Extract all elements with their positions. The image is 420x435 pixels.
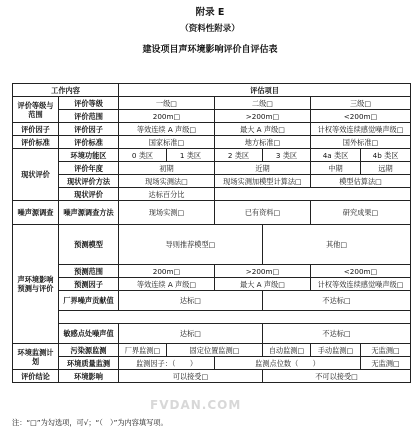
row-label-model: 预测模型 — [59, 225, 119, 265]
zone-option-2[interactable]: 2 类区 — [215, 149, 263, 162]
row-label-status-eval: 现状评价 — [59, 188, 119, 201]
row-label-impact: 环境影响 — [59, 370, 119, 383]
impact-option-1[interactable]: 可以接受□ — [119, 370, 263, 383]
table-row — [13, 175, 411, 188]
row-label-pollution: 污染源监测 — [59, 344, 119, 357]
model-option-2[interactable]: 其他□ — [263, 225, 411, 265]
pred-range-option-2[interactable]: >200m□ — [215, 265, 311, 278]
standard-option-2[interactable]: 地方标准□ — [215, 136, 311, 149]
source-option-1[interactable]: 现场实测□ — [119, 201, 215, 225]
zone-option-3[interactable]: 3 类区 — [263, 149, 311, 162]
pollution-option-3[interactable]: 自动监测□ — [263, 344, 311, 357]
section-prediction: 声环境影响预测与评价 — [13, 225, 59, 344]
table-row — [13, 123, 411, 136]
column-header-work: 工作内容 — [13, 84, 119, 97]
footnote: 注：“□”为勾选项，可√；“（ ）”为内容填写项。 — [12, 418, 168, 427]
pollution-option-1[interactable]: 厂界监测□ — [119, 344, 167, 357]
status-eval-value: 达标百分比 — [119, 188, 215, 201]
factor-option-2[interactable]: 最大 A 声级□ — [215, 123, 311, 136]
range-option-1[interactable]: 200m□ — [119, 110, 215, 123]
section-conclusion: 评价结论 — [13, 370, 59, 383]
row-label-quality: 环境质量监测 — [59, 357, 119, 370]
pred-factor-option-1[interactable]: 等效连续 A 声级□ — [119, 278, 215, 291]
table-row — [13, 324, 411, 344]
pollution-option-4[interactable]: 手动监测□ — [311, 344, 361, 357]
quality-points-field[interactable]: 监测点位数（ ） — [215, 357, 361, 370]
section-standard: 评价标准 — [13, 136, 59, 149]
pollution-option-5[interactable]: 无监测□ — [361, 344, 411, 357]
boundary-option-1[interactable]: 达标□ — [119, 291, 263, 311]
source-option-3[interactable]: 研究成果□ — [311, 201, 411, 225]
table-row — [13, 188, 411, 201]
appendix-label: 附录 E — [195, 7, 225, 18]
table-row — [13, 110, 411, 123]
row-label-function-zone: 环境功能区 — [59, 149, 119, 162]
section-factor: 评价因子 — [13, 123, 59, 136]
section-status: 现状评价 — [13, 149, 59, 201]
zone-option-1[interactable]: 1 类区 — [167, 149, 215, 162]
factor-option-3[interactable]: 计权等效连续感觉噪声级□ — [311, 123, 411, 136]
section-source: 噪声源调查 — [13, 201, 59, 225]
table-row — [13, 97, 411, 110]
year-option-far[interactable]: 远期 — [361, 162, 411, 175]
table-row — [13, 291, 411, 311]
pred-range-option-1[interactable]: 200m□ — [119, 265, 215, 278]
quality-factor-field[interactable]: 监测因子：（ ） — [119, 357, 215, 370]
standard-option-1[interactable]: 国家标准□ — [119, 136, 215, 149]
section-monitoring: 环境监测计划 — [13, 344, 59, 370]
watermark: FVDAN.COM — [150, 398, 242, 412]
pollution-option-2[interactable]: 固定位置监测□ — [167, 344, 263, 357]
method-option-1[interactable]: 现场实测法□ — [119, 175, 215, 188]
year-option-near[interactable]: 近期 — [215, 162, 311, 175]
impact-option-2[interactable]: 不可以接受□ — [263, 370, 411, 383]
document-title: 建设项目声环境影响评价自评估表 — [142, 45, 278, 55]
table-row — [13, 136, 411, 149]
boundary-option-2[interactable]: 不达标□ — [263, 291, 411, 311]
table-row — [13, 344, 411, 357]
grade-option-1[interactable]: 一级□ — [119, 97, 215, 110]
grade-option-2[interactable]: 二级□ — [215, 97, 311, 110]
row-label-range: 评价范围 — [59, 110, 119, 123]
range-option-2[interactable]: >200m□ — [215, 110, 311, 123]
pred-range-option-3[interactable]: <200m□ — [311, 265, 411, 278]
appendix-note: （资料性附录） — [180, 24, 240, 34]
table-row — [13, 357, 411, 370]
range-option-3[interactable]: <200m□ — [311, 110, 411, 123]
model-option-1[interactable]: 导则推荐模型□ — [119, 225, 263, 265]
quality-none-option[interactable]: 无监测□ — [361, 357, 411, 370]
section-grade-range: 评价等级与范围 — [13, 97, 59, 123]
row-label-pred-range: 预测范围 — [59, 265, 119, 278]
zone-option-0[interactable]: 0 类区 — [119, 149, 167, 162]
row-label-pred-factor: 预测因子 — [59, 278, 119, 291]
row-label-boundary: 厂界噪声贡献值 — [59, 291, 119, 311]
year-option-mid[interactable]: 中期 — [311, 162, 361, 175]
method-option-2[interactable]: 现场实测加模型计算法□ — [215, 175, 311, 188]
row-label-grade: 评价等级 — [59, 97, 119, 110]
source-option-2[interactable]: 已有资料□ — [215, 201, 311, 225]
row-label-method: 现状评价方法 — [59, 175, 119, 188]
method-option-3[interactable]: 模型估算法□ — [311, 175, 411, 188]
table-row — [13, 225, 411, 265]
table-row — [13, 311, 411, 324]
zone-option-4a[interactable]: 4a 类区 — [311, 149, 361, 162]
table-row — [13, 162, 411, 175]
column-header-items: 评估项目 — [119, 84, 411, 97]
zone-option-4b[interactable]: 4b 类区 — [361, 149, 411, 162]
table-row — [13, 265, 411, 278]
row-label-year: 评价年度 — [59, 162, 119, 175]
row-label-factor: 评价因子 — [59, 123, 119, 136]
factor-option-1[interactable]: 等效连续 A 声级□ — [119, 123, 215, 136]
grade-option-3[interactable]: 三级□ — [311, 97, 411, 110]
table-row — [13, 278, 411, 291]
table-header-row — [13, 84, 411, 97]
row-label-sensitive: 敏感点处噪声值 — [59, 324, 119, 344]
table-row — [13, 370, 411, 383]
row-label-standard: 评价标准 — [59, 136, 119, 149]
table-row — [13, 201, 411, 225]
status-eval-blank[interactable] — [215, 188, 411, 201]
pred-factor-option-2[interactable]: 最大 A 声级□ — [215, 278, 311, 291]
table-row — [13, 149, 411, 162]
pred-factor-option-3[interactable]: 计权等效连续感觉噪声级□ — [311, 278, 411, 291]
year-option-initial[interactable]: 初期 — [119, 162, 215, 175]
row-label-source-method: 噪声源调查方法 — [59, 201, 119, 225]
sensitive-option-1[interactable]: 达标□ — [119, 324, 263, 344]
prediction-spacer — [59, 311, 411, 324]
self-assessment-table — [12, 83, 411, 383]
standard-option-3[interactable]: 国外标准□ — [311, 136, 411, 149]
sensitive-option-2[interactable]: 不达标□ — [263, 324, 411, 344]
